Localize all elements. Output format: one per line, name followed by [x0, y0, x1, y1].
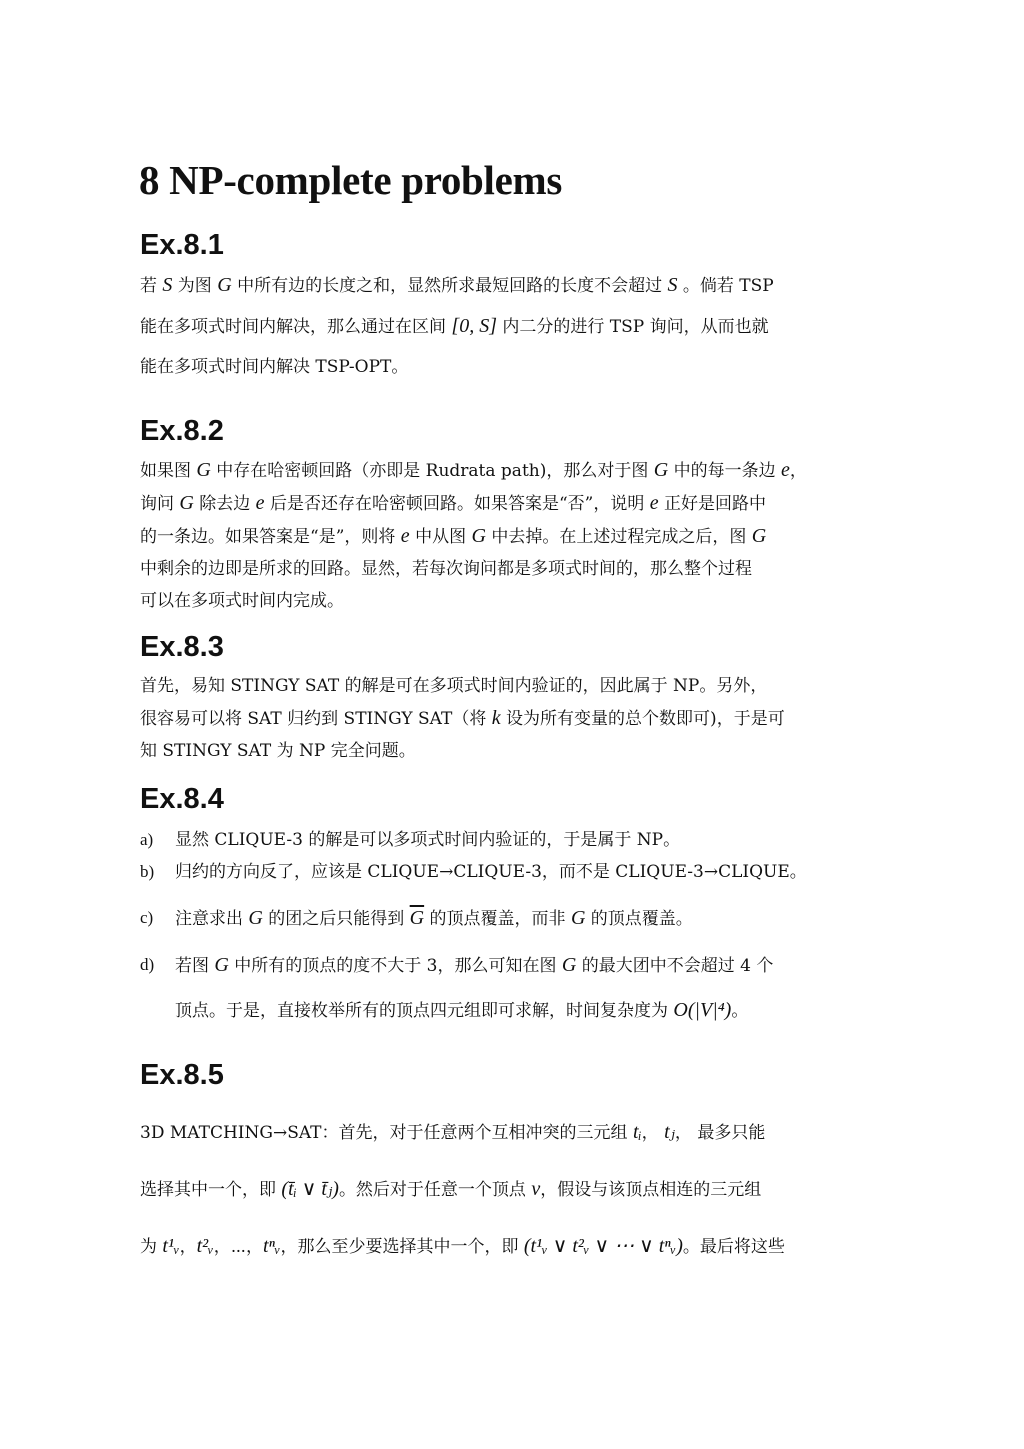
paragraph-line: 中剩余的边即是所求的回路。显然，若每次询问都是多项式时间的，那么整个过程 [140, 559, 752, 579]
clause-expression: (t¹ᵥ ∨ t²ᵥ ∨ ⋯ ∨ tⁿᵥ) [523, 1235, 683, 1257]
paragraph-line: 3D MATCHING→SAT：首先，对于任意两个互相冲突的三元组 tᵢ， tⱼ， 最多只能 [140, 1121, 766, 1143]
paragraph-line: 知 STINGY SAT 为 NP 完全问题。 [140, 741, 416, 761]
paragraph-line: 选择其中一个，即 (t̄ᵢ ∨ t̄ⱼ)。然后对于任意一个顶点 v，假设与该顶点相连的三元组 [140, 1178, 762, 1200]
section-ex-8-1 [140, 226, 886, 384]
paragraph-line: 询问 G 除去边 e 后是否还存在哈密顿回路。如果答案是“否”，说明 e 正好是回路中 [140, 492, 767, 514]
section-ex-8-3 [140, 628, 886, 767]
list-item: 顶点。于是，直接枚举所有的顶点四元组即可求解，时间复杂度为 O(|V|⁴)。 [175, 999, 749, 1021]
section-heading: Ex.8.3 [140, 631, 224, 663]
math-var: G [217, 274, 232, 296]
complexity-expression: O(|V|⁴) [673, 999, 732, 1021]
paragraph-line: 为 t¹ᵥ，t²ᵥ，⋯，tⁿᵥ，那么至少要选择其中一个，即 (t¹ᵥ ∨ t²ᵥ ∨ ⋯ ∨ tⁿᵥ)。最后将这些 [140, 1235, 785, 1257]
section-ex-8-2 [140, 412, 886, 617]
paragraph-line: 能在多项式时间内解决，那么通过在区间 [0, S] 内二分的进行 TSP 询问，从而也就 [140, 315, 769, 337]
list-item: d) 若图 G 中所有的顶点的度不大于 3，那么可知在图 G 的最大团中不会超过 4 个 [140, 954, 774, 976]
paragraph-line: 若 S 为图 G 中所有边的长度之和，显然所求最短回路的长度不会超过 S 。倘若 TSP [140, 274, 774, 296]
math-interval: [0, S] [451, 315, 497, 337]
list-item: a) 显然 CLIQUE-3 的解是可以多项式时间内验证的，于是属于 NP。 [140, 830, 681, 850]
complement-graph: $\overline{G}$ [409, 907, 425, 929]
paragraph-line: 很容易可以将 SAT 归约到 STINGY SAT（将 k 设为所有变量的总个数即可)，于是可 [140, 707, 785, 729]
math-var: S [162, 274, 173, 296]
page-title: 8 NP-complete problems [139, 157, 563, 203]
answer-list [140, 824, 886, 1027]
section-heading: Ex.8.2 [140, 415, 224, 447]
paragraph-line: 的一条边。如果答案是“是”，则将 e 中从图 G 中去掉。在上述过程完成之后，图 G [140, 525, 767, 547]
list-item: b) 归约的方向反了，应该是 CLIQUE→CLIQUE-3，而不是 CLIQUE-3→CLIQUE。 [140, 862, 807, 882]
paragraph-line: 如果图 G 中存在哈密顿回路（亦即是 Rudrata path)，那么对于图 G 中的每一条边 e， [140, 459, 807, 481]
section-heading: Ex.8.5 [140, 1059, 224, 1091]
math-var: S [667, 274, 678, 296]
section-ex-8-5 [140, 1056, 886, 1263]
paragraph-line: 首先，易知 STINGY SAT 的解是可在多项式时间内验证的，因此属于 NP。另外， [140, 676, 768, 696]
clause-expression: (t̄ᵢ ∨ t̄ⱼ) [281, 1178, 339, 1200]
section-ex-8-4 [140, 780, 886, 1027]
list-item: c) 注意求出 G 的团之后只能得到 $\overline{G}$ 的顶点覆盖，而非 G 的顶点覆盖。 [140, 907, 693, 929]
paragraph-line: 能在多项式时间内解决 TSP-OPT。 [140, 357, 409, 377]
section-heading: Ex.8.1 [140, 229, 224, 261]
section-heading: Ex.8.4 [140, 783, 224, 815]
paragraph-line: 可以在多项式时间内完成。 [140, 591, 344, 611]
